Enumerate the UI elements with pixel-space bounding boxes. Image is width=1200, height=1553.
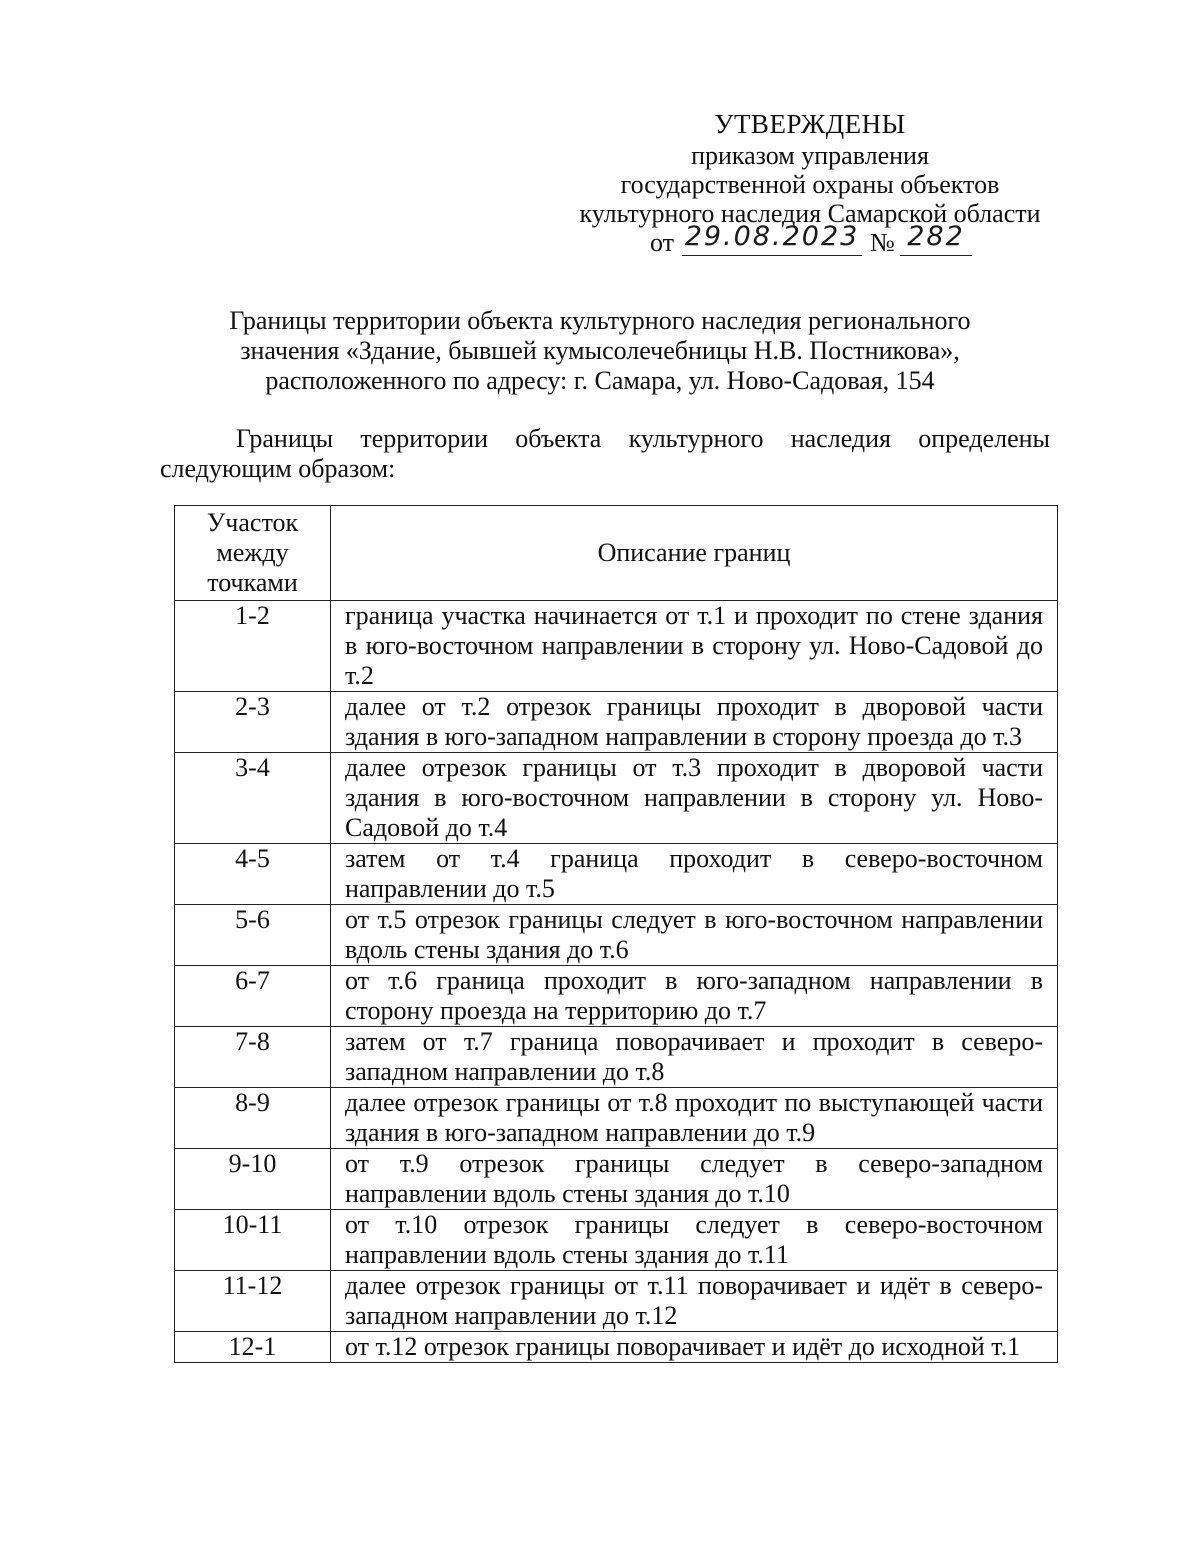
table-row [175, 1149, 1058, 1210]
table-row [175, 601, 1058, 692]
segment-cell: 11-12 [175, 1271, 331, 1332]
boundaries-table [174, 505, 1058, 1363]
segment-cell: 6-7 [175, 966, 331, 1027]
approval-date-line [560, 221, 1060, 260]
segment-cell: 8-9 [175, 1088, 331, 1149]
approval-line-2: государственной охраны объектов [620, 170, 1000, 199]
document-title-line-1: Границы территории объекта культурного наследия регионального [229, 306, 971, 335]
intro-paragraph: Границы территории объекта культурного наследия определены следующим образом: [160, 424, 1050, 483]
segment-cell: 3-4 [175, 753, 331, 844]
description-cell: от т.10 отрезок границы следует в северо-восточном направлении вдоль стены здания до т.11 [331, 1210, 1058, 1271]
approval-title: УТВЕРЖДЕНЫ [714, 109, 906, 139]
description-cell: от т.6 граница проходит в юго-западном направлении в сторону проезда на территорию до т.7 [331, 966, 1058, 1027]
table-row [175, 1027, 1058, 1088]
handwritten-date: 29.08.2023 [684, 221, 860, 252]
handwritten-number: 282 [907, 221, 965, 252]
segment-cell: 1-2 [175, 601, 331, 692]
segment-cell: 10-11 [175, 1210, 331, 1271]
table-row [175, 692, 1058, 753]
segment-cell: 4-5 [175, 844, 331, 905]
table-row [175, 905, 1058, 966]
description-cell: от т.5 отрезок границы следует в юго-восточном направлении вдоль стены здания до т.6 [331, 905, 1058, 966]
approval-line-3: культурного наследия Самарской области [579, 199, 1041, 228]
from-label: от [650, 228, 675, 257]
description-cell: далее от т.2 отрезок границы проходит в дворовой части здания в юго-западном направлении в сторону проезда до т.3 [331, 692, 1058, 753]
table-row [175, 753, 1058, 844]
description-cell: затем от т.4 граница проходит в северо-восточном направлении до т.5 [331, 844, 1058, 905]
description-cell: граница участка начинается от т.1 и проходит по стене здания в юго-восточном направлении в сторону ул. Ново-Садовой до т.2 [331, 601, 1058, 692]
description-cell: от т.12 отрезок границы поворачивает и идёт до исходной т.1 [331, 1332, 1058, 1363]
description-cell: от т.9 отрезок границы следует в северо-западном направлении вдоль стены здания до т.10 [331, 1149, 1058, 1210]
header-description: Описание границ [331, 506, 1058, 601]
approval-block [560, 108, 1060, 260]
date-underline [682, 255, 862, 256]
table-row [175, 1088, 1058, 1149]
number-underline [900, 255, 972, 256]
description-cell: затем от т.7 граница поворачивает и проходит в северо-западном направлении до т.8 [331, 1027, 1058, 1088]
description-cell: далее отрезок границы от т.3 проходит в дворовой части здания в юго-восточном направлении в сторону ул. Ново-Садовой до т.4 [331, 753, 1058, 844]
table-row [175, 1271, 1058, 1332]
number-label: № [870, 228, 895, 257]
table-header-row [175, 506, 1058, 601]
table-row [175, 844, 1058, 905]
table-row [175, 1210, 1058, 1271]
description-cell: далее отрезок границы от т.8 проходит по выступающей части здания в юго-западном направлении до т.9 [331, 1088, 1058, 1149]
segment-cell: 2-3 [175, 692, 331, 753]
segment-cell: 12-1 [175, 1332, 331, 1363]
document-title-line-3: расположенного по адресу: г. Самара, ул. Ново-Садовая, 154 [265, 366, 935, 395]
document-title [150, 306, 1050, 396]
segment-cell: 9-10 [175, 1149, 331, 1210]
segment-cell: 5-6 [175, 905, 331, 966]
table-row [175, 966, 1058, 1027]
header-segment: Участок между точками [175, 506, 331, 601]
approval-line-1: приказом управления [691, 141, 929, 170]
segment-cell: 7-8 [175, 1027, 331, 1088]
table-row [175, 1332, 1058, 1363]
description-cell: далее отрезок границы от т.11 поворачивает и идёт в северо-западном направлении до т.12 [331, 1271, 1058, 1332]
document-title-line-2: значения «Здание, бывшей кумысолечебницы Н.В. Постникова», [240, 336, 960, 365]
